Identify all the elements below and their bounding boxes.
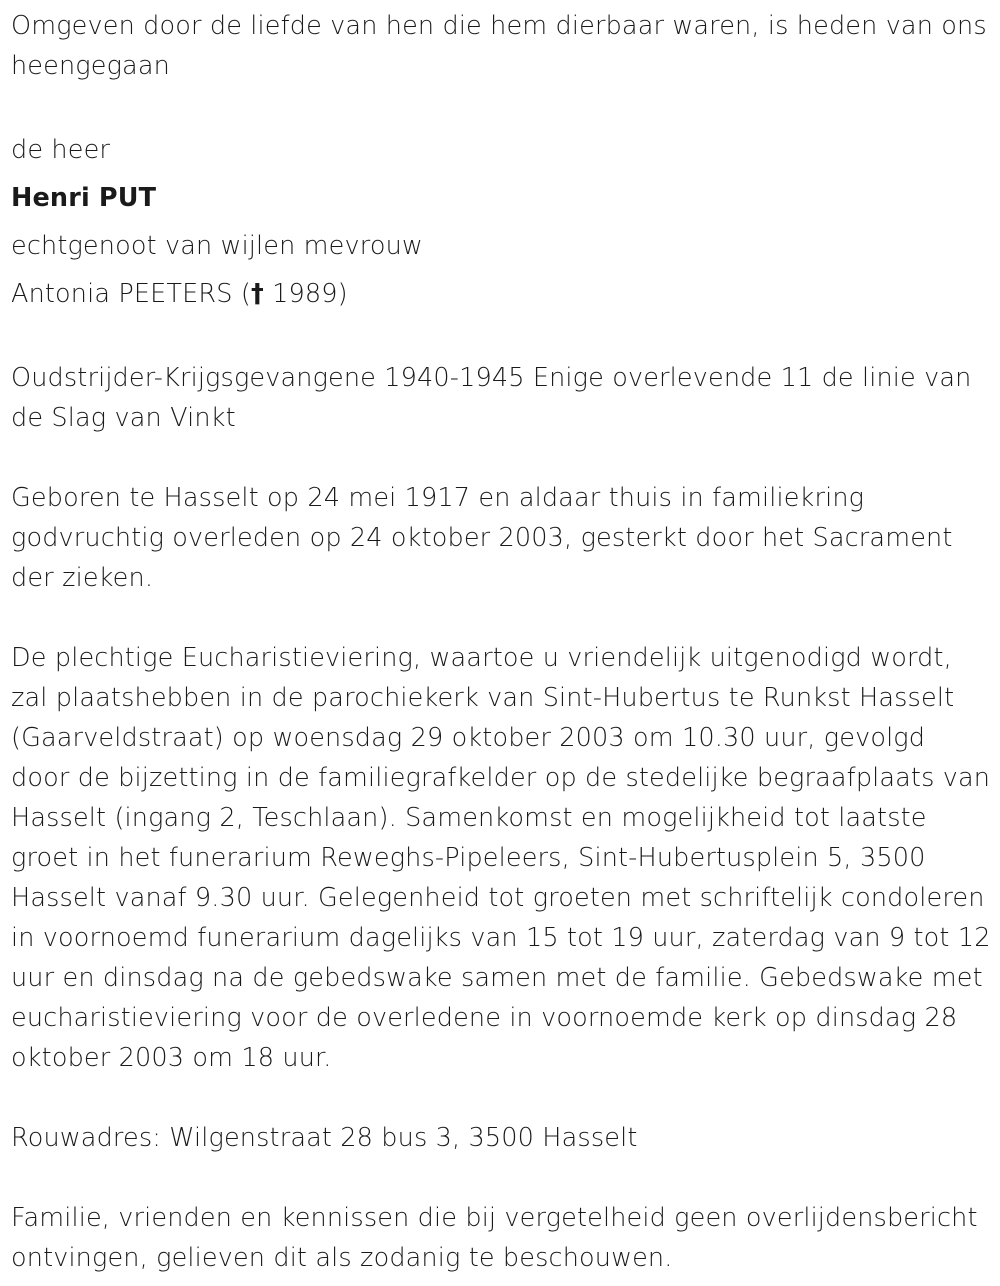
- salutation: de heer: [11, 135, 111, 165]
- intro-paragraph: Omgeven door de liefde van hen die hem dierbaar waren, is heden van ons heengegaan: [11, 11, 987, 81]
- spacer: [11, 438, 991, 478]
- spacer: [11, 1158, 991, 1198]
- deceased-name: Henri PUT: [11, 183, 157, 213]
- birth-death-paragraph: Geboren te Hasselt op 24 mei 1917 en aldaar thuis in familiekring godvruchtig overleden op 24 oktober 2003, gesterkt door het Sacrament der zieken.: [11, 483, 953, 593]
- spacer: [11, 1078, 991, 1118]
- spacer: [11, 598, 991, 638]
- spouse-line: echtgenoot van wijlen mevrouw: [11, 231, 423, 261]
- spouse-name: [11, 270, 991, 318]
- obituary-document: [11, 6, 991, 1278]
- veteran-paragraph: Oudstrijder-Krijgsgevangene 1940-1945 Enige overlevende 11 de linie van de Slag van Vinkt: [11, 363, 972, 433]
- address-paragraph: Rouwadres: Wilgenstraat 28 bus 3, 3500 Hasselt: [11, 1123, 638, 1153]
- ceremony-paragraph: De plechtige Eucharistieviering, waartoe u vriendelijk uitgenodigd wordt, zal plaatshebben in de parochiekerk van Sint-Hubertus te Runkst Hasselt (Gaarveldstraat) op woensdag 29 oktober 2003 om 10.30 uur, gevolgd door de bijzetting in de familiegrafkelder op de stedelijke begraafplaats van Hasselt (ingang 2, Teschlaan). Samenkomst en mogelijkheid tot laatste groet in het funerarium Reweghs-Pipeleers, Sint-Hubertusplein 5, 3500 Hasselt vanaf 9.30 uur. Gelegenheid tot groeten met schriftelijk condoleren in voornoemd funerarium dagelijks van 15 tot 19 uur, zaterdag van 9 tot 12 uur en dinsdag na de gebedswake samen met de familie. Gebedswake met eucharistieviering voor de overledene in voornoemde kerk op dinsdag 28 oktober 2003 om 18 uur.: [11, 643, 991, 1073]
- spacer: [11, 86, 991, 126]
- spacer: [11, 318, 991, 358]
- spouse-year: 1989): [263, 279, 348, 309]
- spouse-name-text: Antonia PEETERS (: [11, 279, 251, 309]
- cross-icon: †: [250, 279, 264, 309]
- closing-paragraph: Familie, vrienden en kennissen die bij vergetelheid geen overlijdensbericht ontvingen, gelieven dit als zodanig te beschouwen.: [11, 1203, 978, 1273]
